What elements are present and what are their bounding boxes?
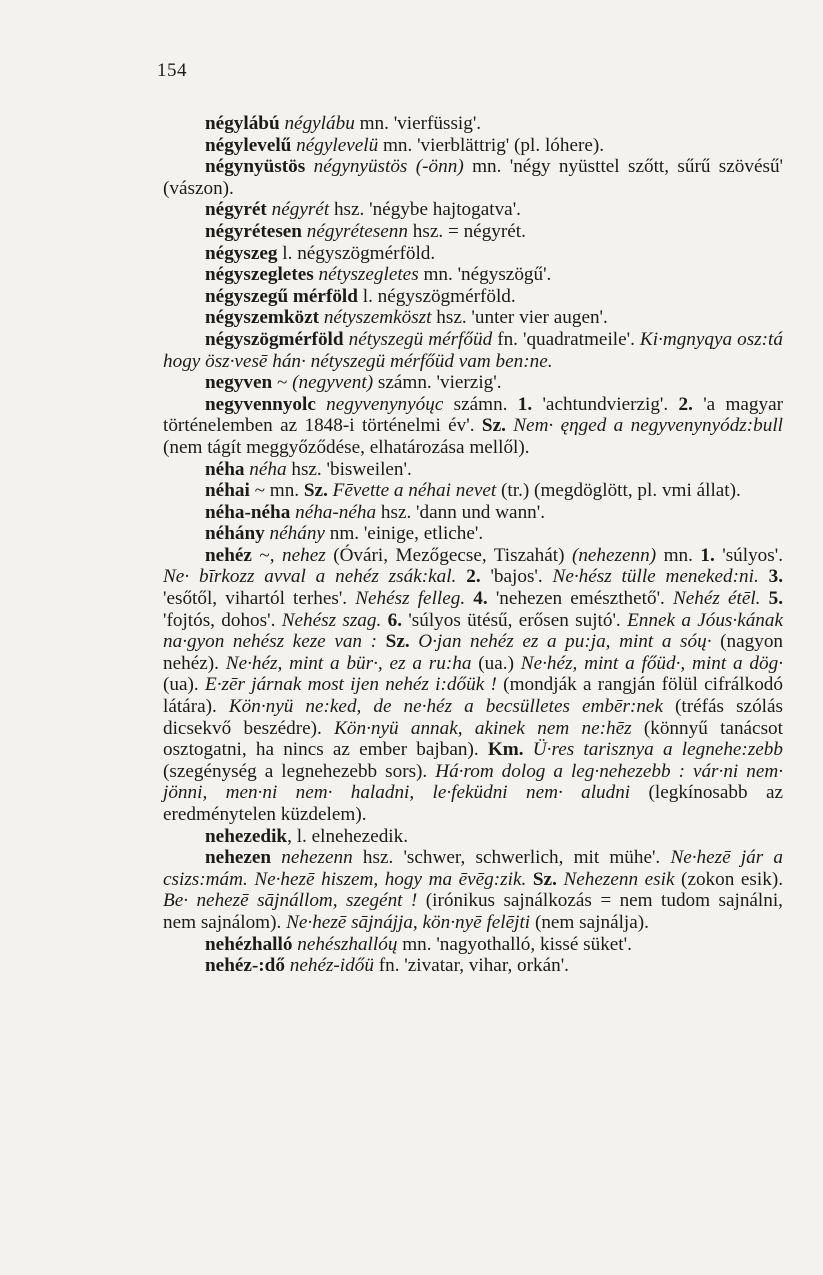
gloss-text: hsz. 'bisweilen'.: [286, 458, 412, 480]
dictionary-entry: [163, 243, 783, 265]
gloss-text: l. négyszögmérföld.: [357, 285, 516, 307]
headword-or-marker: négylábú: [205, 113, 280, 134]
gloss-text: mn. 'vierfüssig'.: [354, 113, 482, 134]
gloss-text: mn.: [656, 544, 701, 566]
dialect-form: nehészhallóų: [297, 933, 398, 955]
gloss-text: [526, 869, 533, 890]
gloss-text: mn. 'vierblättrig' (pl. lóhere).: [378, 134, 605, 156]
dictionary-entry: [163, 329, 783, 372]
headword-or-marker: Sz.: [481, 415, 506, 437]
gloss-text: ~,: [251, 544, 283, 566]
gloss-text: számn. 'vierzig'.: [373, 372, 502, 394]
gloss-text: (legkínosabb az eredménytelen küzdelem).: [163, 782, 783, 825]
dialect-form: négyrét: [271, 199, 330, 221]
headword-or-marker: 2.: [466, 566, 481, 588]
dictionary-entry: [163, 459, 783, 481]
dictionary-entry: [163, 156, 783, 199]
dialect-form: néha-néha: [295, 501, 377, 523]
dictionary-entry: [163, 113, 783, 135]
gloss-text: mn. 'négy nyüsttel szőtt, sűrű szövésű' (vászon).: [163, 156, 784, 199]
headword-or-marker: Sz.: [532, 868, 557, 890]
gloss-text: mn. 'nagyothalló, kissé süket'.: [397, 933, 632, 955]
gloss-text: hsz. 'négybe hajtogatva'.: [329, 199, 521, 221]
dialect-form: Ennek a Jóus·kának na·gyon nehész keze van :: [163, 609, 784, 653]
gloss-text: 'achtundvierzig'.: [532, 393, 679, 415]
dictionary-entry: [163, 199, 783, 221]
gloss-text: [524, 739, 533, 760]
headword-or-marker: negyven: [205, 372, 273, 394]
gloss-text: 'nehezen emészthető'.: [487, 588, 673, 610]
dictionary-entry: [163, 286, 783, 308]
headword-or-marker: Km.: [487, 739, 524, 761]
gloss-text: (tréfás szólás dicsekvő beszédre).: [163, 696, 783, 739]
headword-or-marker: 3.: [768, 566, 783, 588]
dialect-form: nétyszemköszt: [323, 307, 432, 329]
dialect-form: nehéz-időü: [289, 955, 374, 977]
dictionary-entry: [163, 221, 783, 243]
headword-or-marker: négyrétesen: [205, 220, 302, 242]
dialect-form: nehezenn: [281, 847, 353, 869]
gloss-text: 'bajos'.: [480, 566, 553, 588]
gloss-text: (ua).: [163, 674, 205, 696]
headword-or-marker: nehezen: [205, 847, 272, 869]
dictionary-entry: [163, 523, 783, 545]
dictionary-entry: [163, 264, 783, 286]
dialect-form: E·zēr járnak most ijen nehéz i:dőük !: [204, 674, 497, 696]
headword-or-marker: négyrét: [205, 199, 267, 221]
headword-or-marker: négyszeg: [205, 242, 278, 264]
dialect-form: Nehezenn esik: [563, 868, 675, 890]
headword-or-marker: néhai: [205, 480, 250, 502]
gloss-text: (irónikus sajnálkozás = nem tudom sajnálni, nem sajnálom).: [163, 890, 783, 933]
gloss-text: hsz. = négyrét.: [408, 220, 526, 242]
gloss-text: 'súlyos'.: [714, 544, 783, 566]
dictionary-entry: [163, 847, 783, 933]
gloss-text: 'esőtől, vihartól terhes'.: [163, 588, 356, 610]
gloss-text: számn.: [443, 393, 518, 415]
gloss-text: (ua.): [471, 652, 521, 674]
dialect-form: Ne·hezē sājnájja, kön·nyē felējti: [286, 911, 531, 933]
gloss-text: [377, 631, 386, 652]
headword-or-marker: 2.: [678, 393, 693, 415]
dialect-form: Ki·mgnyqya osz:tá hogy ösz·vesē hán· nétyszegü mérfőüd vam ben:ne.: [163, 328, 783, 372]
page-number: 154: [157, 60, 187, 81]
headword-or-marker: 5.: [768, 588, 783, 610]
dialect-form: Nem· ęηged a negyvenynyódz:bull: [513, 415, 783, 437]
gloss-text: (zokon esik).: [674, 868, 784, 890]
gloss-text: [271, 847, 281, 868]
dialect-form: négylábu: [284, 113, 355, 134]
dictionary-entry: [163, 955, 783, 977]
headword-or-marker: nehezedik: [205, 825, 288, 847]
headword-or-marker: nehéz-:dő: [205, 955, 285, 977]
dialect-form: nehez: [282, 544, 326, 566]
dialect-form: Kön·nyü annak, akinek nem ne:hēz: [334, 717, 632, 739]
dictionary-entry: [163, 545, 783, 826]
gloss-text: fn. 'zivatar, vihar, orkán'.: [373, 955, 569, 977]
gloss-text: (tr.) (megdöglött, pl. vmi állat).: [496, 480, 741, 502]
headword-or-marker: 6.: [387, 609, 403, 631]
headword-or-marker: 1.: [700, 544, 715, 566]
gloss-text: ~: [272, 372, 293, 394]
gloss-text: [759, 566, 769, 587]
gloss-text: l. négyszögmérföld.: [277, 242, 436, 264]
dialect-form: negyvenynyóųc: [326, 393, 444, 415]
gloss-text: (nem tágít meggyőződése, elhatározása mellől).: [163, 436, 530, 458]
dialect-form: néha: [249, 458, 287, 480]
headword-or-marker: 4.: [473, 588, 488, 610]
dictionary-entry: [163, 934, 783, 956]
gloss-text: , l. elnehezedik.: [287, 825, 409, 847]
gloss-text: 'fojtós, dohos'.: [163, 609, 282, 631]
headword-or-marker: négyszegletes: [205, 264, 314, 286]
gloss-text: (nem sajnálja).: [530, 911, 649, 933]
dialect-form: Ne·héz, mint a főüd·, mint a dög·: [520, 652, 783, 674]
headword-or-marker: 1.: [517, 393, 533, 415]
gloss-text: (Óvári, Mezőgecse, Tiszahát): [325, 544, 572, 566]
headword-or-marker: négyszegű mérföld: [205, 285, 358, 307]
gloss-text: hsz. 'schwer, schwerlich, mit mühe'.: [352, 847, 671, 869]
gloss-text: (könnyű tanácsot osztogatni, ha nincs az ember bajban).: [163, 717, 783, 761]
headword-or-marker: néha: [205, 458, 245, 480]
dialect-form: O·jan nehéz ez a pu:ja, mint a sóų·: [418, 631, 712, 653]
dialect-form: négylevelü: [296, 134, 379, 156]
dictionary-entries: [163, 113, 783, 977]
dialect-form: Há·rom dolog a leg·nehezebb : vár·ni nem· jönni, men·ni nem· haladni, le·feküdni nem· aludni: [163, 760, 784, 804]
dictionary-entry: [163, 307, 783, 329]
dictionary-entry: [163, 826, 783, 848]
dictionary-entry: [163, 135, 783, 157]
dictionary-entry: [163, 480, 783, 502]
dialect-form: Ne·hész tülle meneked:ni.: [552, 566, 759, 588]
dictionary-entry: [163, 502, 783, 524]
headword-or-marker: néhány: [205, 523, 265, 545]
gloss-text: [410, 631, 419, 652]
headword-or-marker: négylevelű: [205, 134, 292, 156]
gloss-text: [760, 588, 768, 609]
gloss-text: (mondják a rangján fölül cifrálkodó látára).: [163, 674, 783, 718]
gloss-text: [316, 394, 326, 415]
gloss-text: mn. 'négyszögű'.: [418, 264, 552, 286]
gloss-text: (nagyon nehéz).: [163, 631, 784, 674]
gloss-text: hsz. 'unter vier augen'.: [431, 307, 608, 329]
dialect-form: Nehéz étēl.: [672, 588, 761, 610]
dialect-form: Ü·res tarisznya a legnehe:zebb: [532, 739, 783, 761]
dictionary-entry: [163, 372, 783, 394]
dialect-form: Ne·héz, mint a bür·, ez a ru:ha: [225, 652, 472, 674]
dialect-form: Nehész felleg.: [355, 588, 466, 610]
headword-or-marker: negyvennyolc: [205, 393, 316, 415]
gloss-text: fn. 'quadratmeile'.: [492, 328, 640, 350]
dictionary-entry: [163, 394, 783, 459]
dialect-form: négynyüstös (-önn): [313, 156, 464, 178]
dialect-form: Ne· bīrkozz avval a nehéz zsák:kal.: [163, 566, 457, 588]
dialect-form: nétyszegü mérfőüd: [348, 328, 493, 350]
gloss-text: ~ mn.: [249, 480, 304, 502]
gloss-text: 'súlyos ütésű, erősen sujtó'.: [402, 609, 628, 631]
dialect-form: Be· nehezē sājnállom, szegént !: [163, 890, 418, 912]
headword-or-marker: Sz.: [385, 631, 410, 653]
headword-or-marker: négyszögmérföld: [205, 328, 344, 350]
headword-or-marker: négyszemközt: [205, 307, 320, 329]
headword-or-marker: négynyüstös: [205, 156, 306, 178]
headword-or-marker: Sz.: [303, 480, 328, 502]
dialect-form: négyrétesenn: [306, 220, 408, 242]
headword-or-marker: nehéz: [205, 544, 252, 566]
headword-or-marker: nehézhalló: [205, 933, 293, 955]
gloss-text: [456, 566, 466, 587]
gloss-text: nm. 'einige, etliche'.: [324, 523, 484, 545]
gloss-text: 'a magyar történelemben az 1848-i történelmi év'.: [163, 393, 783, 437]
dialect-form: Kön·nyü ne:ked, de ne·héz a becsülletes embēr:nek: [228, 696, 663, 718]
dialect-form: (negyvent): [292, 372, 374, 394]
gloss-text: (szegénység a legnehezebb sors).: [163, 760, 436, 782]
headword-or-marker: néha-néha: [205, 501, 291, 523]
dialect-form: Ne·hezē jár a csizs:mám. Ne·hezē hiszem, hogy ma ēvēg:zik.: [163, 847, 784, 890]
dialect-form: néhány: [269, 523, 325, 545]
gloss-text: [305, 156, 313, 177]
dialect-form: nétyszegletes: [318, 264, 419, 286]
dialect-form: Nehész szag.: [281, 609, 382, 631]
dialect-form: Fēvette a néhai nevet: [332, 480, 497, 502]
gloss-text: hsz. 'dann und wann'.: [376, 501, 546, 523]
dialect-form: (nehezenn): [571, 544, 657, 566]
